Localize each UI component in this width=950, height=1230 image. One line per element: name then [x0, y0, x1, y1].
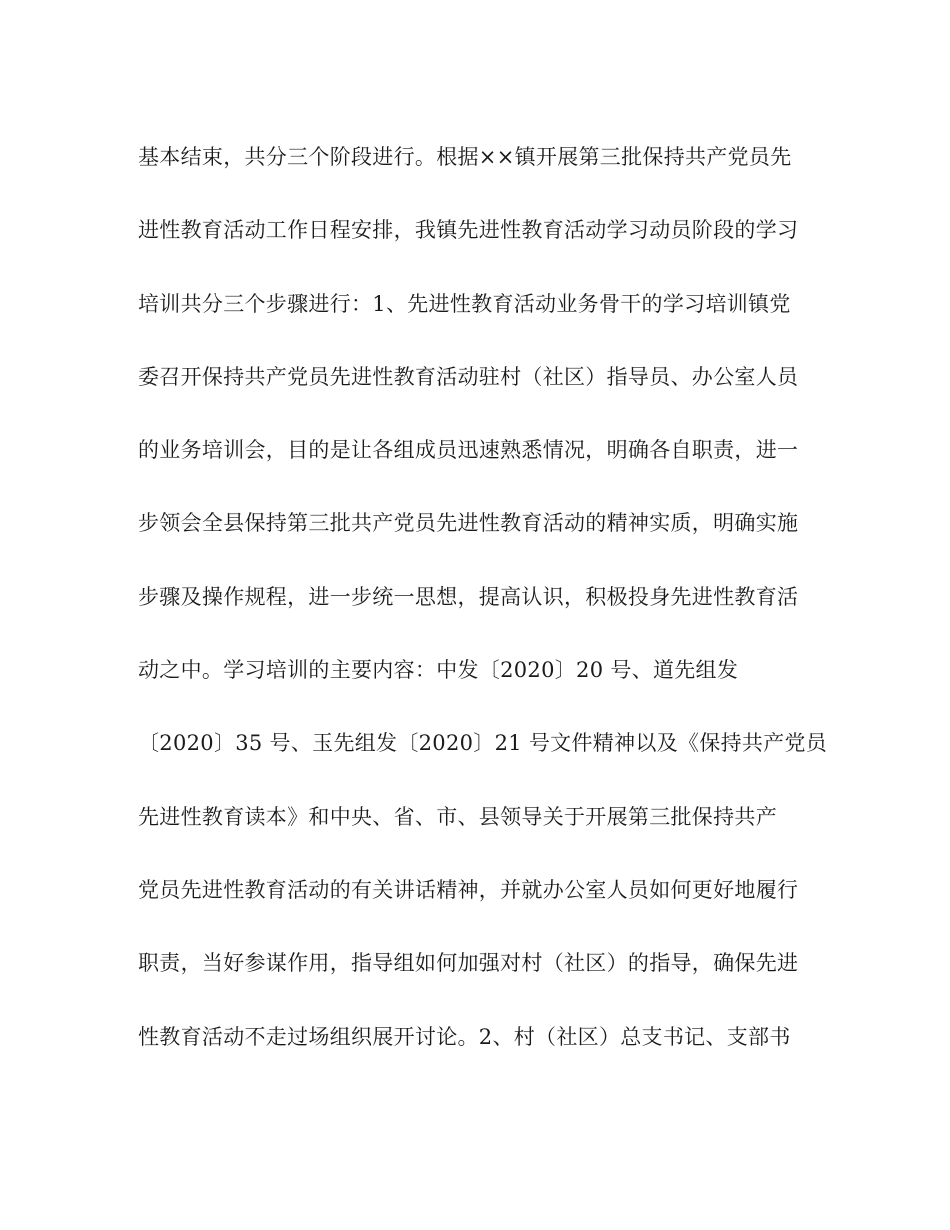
- text-line: 性教育活动不走过场组织展开讨论。2、村（社区）总支书记、支部书: [138, 1024, 791, 1049]
- text-line: 动之中。学习培训的主要内容：中发〔2020〕20 号、道先组发: [138, 658, 739, 683]
- text-line: 基本结束，共分三个阶段进行。根据××镇开展第三批保持共产党员先: [138, 145, 792, 169]
- text-line: 步领会全县保持第三批共产党员先进性教育活动的精神实质，明确实施: [138, 511, 799, 536]
- body-paragraph: [138, 137, 828, 1090]
- text-line: 委召开保持共产党员先进性教育活动驻村（社区）指导员、办公室人员: [138, 364, 799, 389]
- text-line: 职责，当好参谋作用，指导组如何加强对村（社区）的指导，确保先进: [138, 951, 799, 976]
- text-line: 先进性教育读本》和中央、省、市、县领导关于开展第三批保持共产: [138, 804, 777, 829]
- text-line: 的业务培训会，目的是让各组成员迅速熟悉情况，明确各自职责，进一: [138, 438, 799, 463]
- text-line: 进性教育活动工作日程安排，我镇先进性教育活动学习动员阶段的学习: [138, 218, 799, 243]
- text-line: 培训共分三个步骤进行：1、先进性教育活动业务骨干的学习培训镇党: [138, 291, 791, 316]
- text-line: 〔2020〕35 号、玉先组发〔2020〕21 号文件精神以及《保持共产党员: [138, 731, 828, 756]
- text-line: 步骤及操作规程，进一步统一思想，提高认识，积极投身先进性教育活: [138, 584, 799, 609]
- text-line: 党员先进性教育活动的有关讲话精神，并就办公室人员如何更好地履行: [138, 877, 799, 902]
